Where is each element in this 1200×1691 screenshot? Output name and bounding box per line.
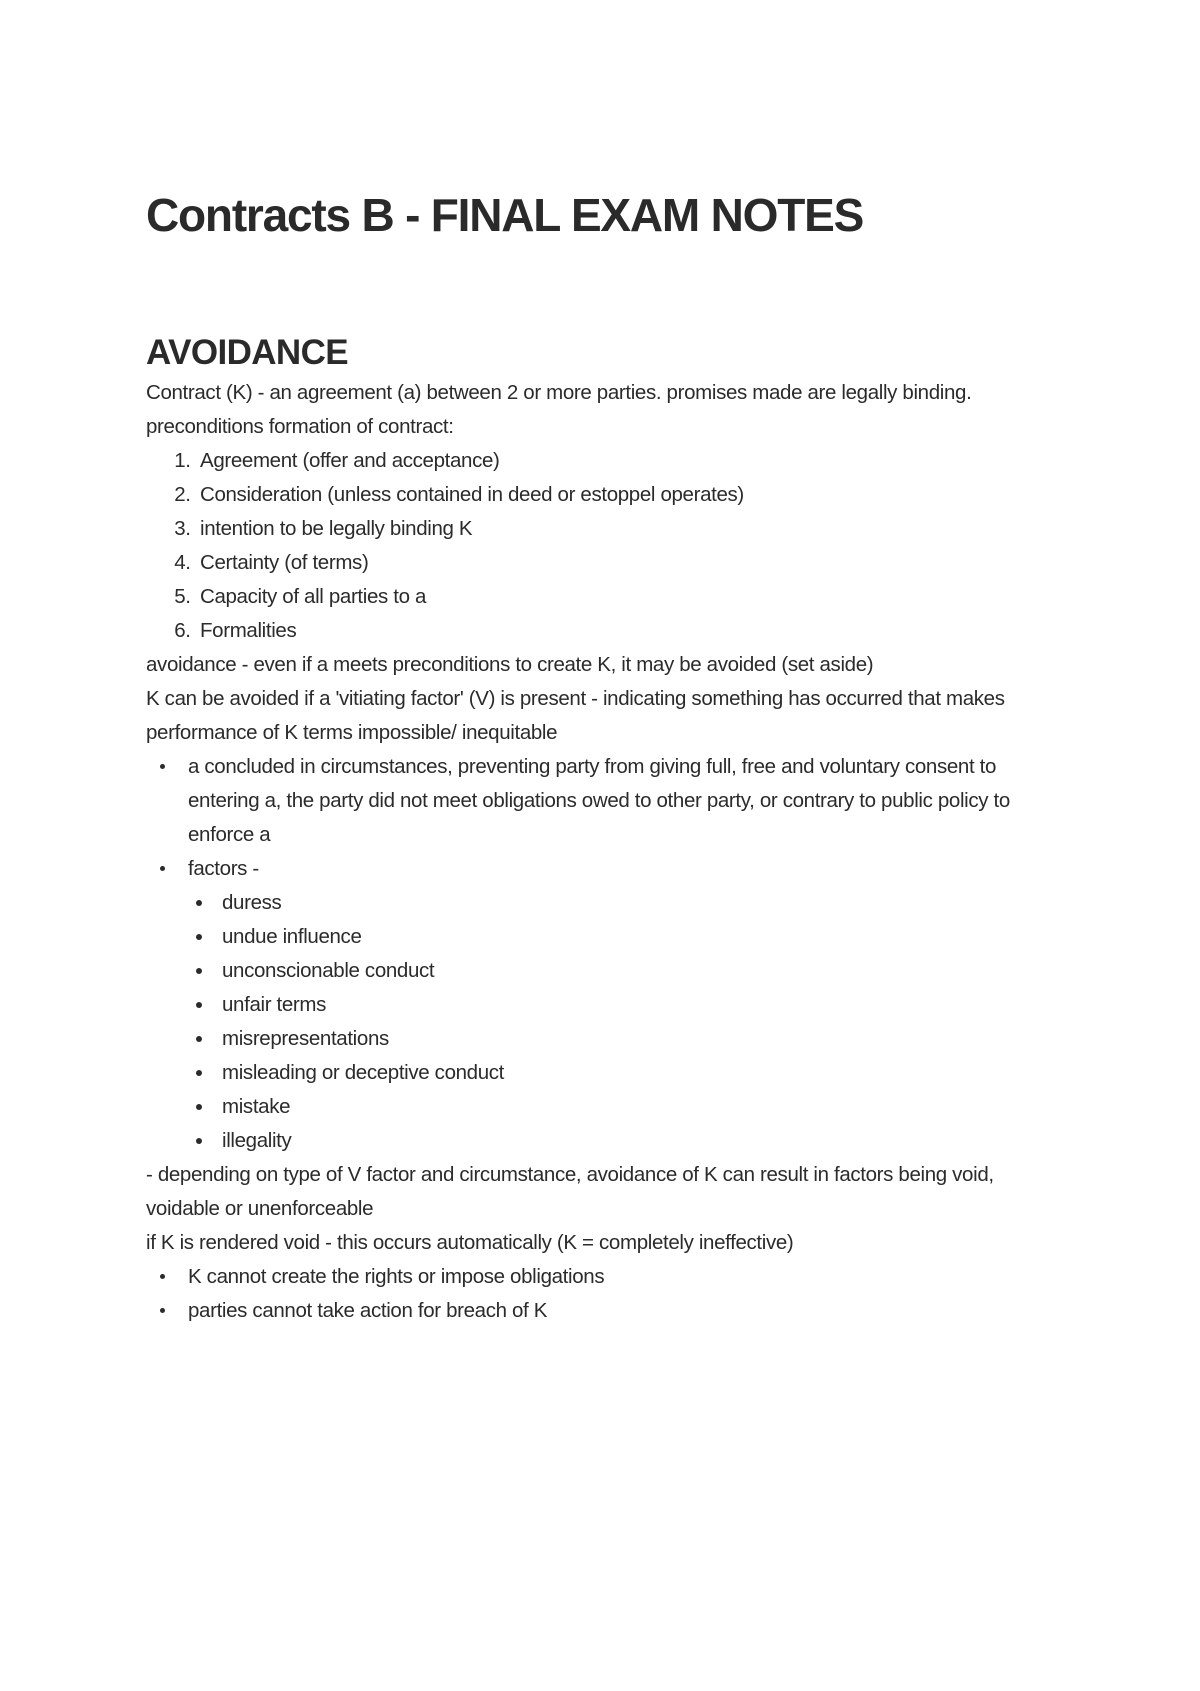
list-item [188, 852, 1066, 1158]
void-consequences-list [146, 1260, 1066, 1328]
list-item: unfair terms [222, 988, 1066, 1022]
list-item: parties cannot take action for breach of K [188, 1294, 1066, 1328]
list-item: 2. Consideration (unless contained in deed or estoppel operates) [196, 478, 1066, 512]
preconditions-label: preconditions formation of contract: [146, 415, 454, 438]
list-item: a concluded in circumstances, preventing party from giving full, free and voluntary consent to entering a, the party did not meet obligations owed to other party, or contrary to public policy to enforce a [188, 750, 1066, 852]
void-text: if K is rendered void - this occurs automatically (K = completely ineffective) [146, 1231, 794, 1254]
contract-definition: Contract (K) - an agreement (a) between 2 or more parties. promises made are legally binding. [146, 381, 972, 404]
list-item: 3. intention to be legally binding K [196, 512, 1066, 546]
factors-bullet-list [146, 852, 1066, 1158]
preconditions-list [146, 444, 1066, 648]
list-item: 1. Agreement (offer and acceptance) [196, 444, 1066, 478]
list-item: misleading or deceptive conduct [222, 1056, 1066, 1090]
section-body [146, 376, 1066, 1328]
section-heading-avoidance: AVOIDANCE [146, 333, 349, 372]
concluded-bullet-list [146, 750, 1066, 852]
list-item: misrepresentations [222, 1022, 1066, 1056]
factors-sub-list [188, 886, 1066, 1158]
list-item: undue influence [222, 920, 1066, 954]
list-item: 5. Capacity of all parties to a [196, 580, 1066, 614]
list-item: mistake [222, 1090, 1066, 1124]
factors-label: factors - [188, 857, 259, 880]
document-title: Contracts B - FINAL EXAM NOTES [146, 189, 864, 241]
list-item: unconscionable conduct [222, 954, 1066, 988]
list-item: 6. Formalities [196, 614, 1066, 648]
avoidance-definition: avoidance - even if a meets preconditions to create K, it may be avoided (set aside) [146, 653, 874, 676]
list-item: illegality [222, 1124, 1066, 1158]
list-item: duress [222, 886, 1066, 920]
vitiating-factor-text: K can be avoided if a 'vitiating factor' (V) is present - indicating something has occurred that makes performance of K terms impossible/ inequitable [146, 687, 1005, 744]
list-item: K cannot create the rights or impose obligations [188, 1260, 1066, 1294]
list-item: 4. Certainty (of terms) [196, 546, 1066, 580]
document-page [146, 184, 1066, 1328]
depending-text: - depending on type of V factor and circumstance, avoidance of K can result in factors being void, voidable or unenforceable [146, 1163, 994, 1220]
